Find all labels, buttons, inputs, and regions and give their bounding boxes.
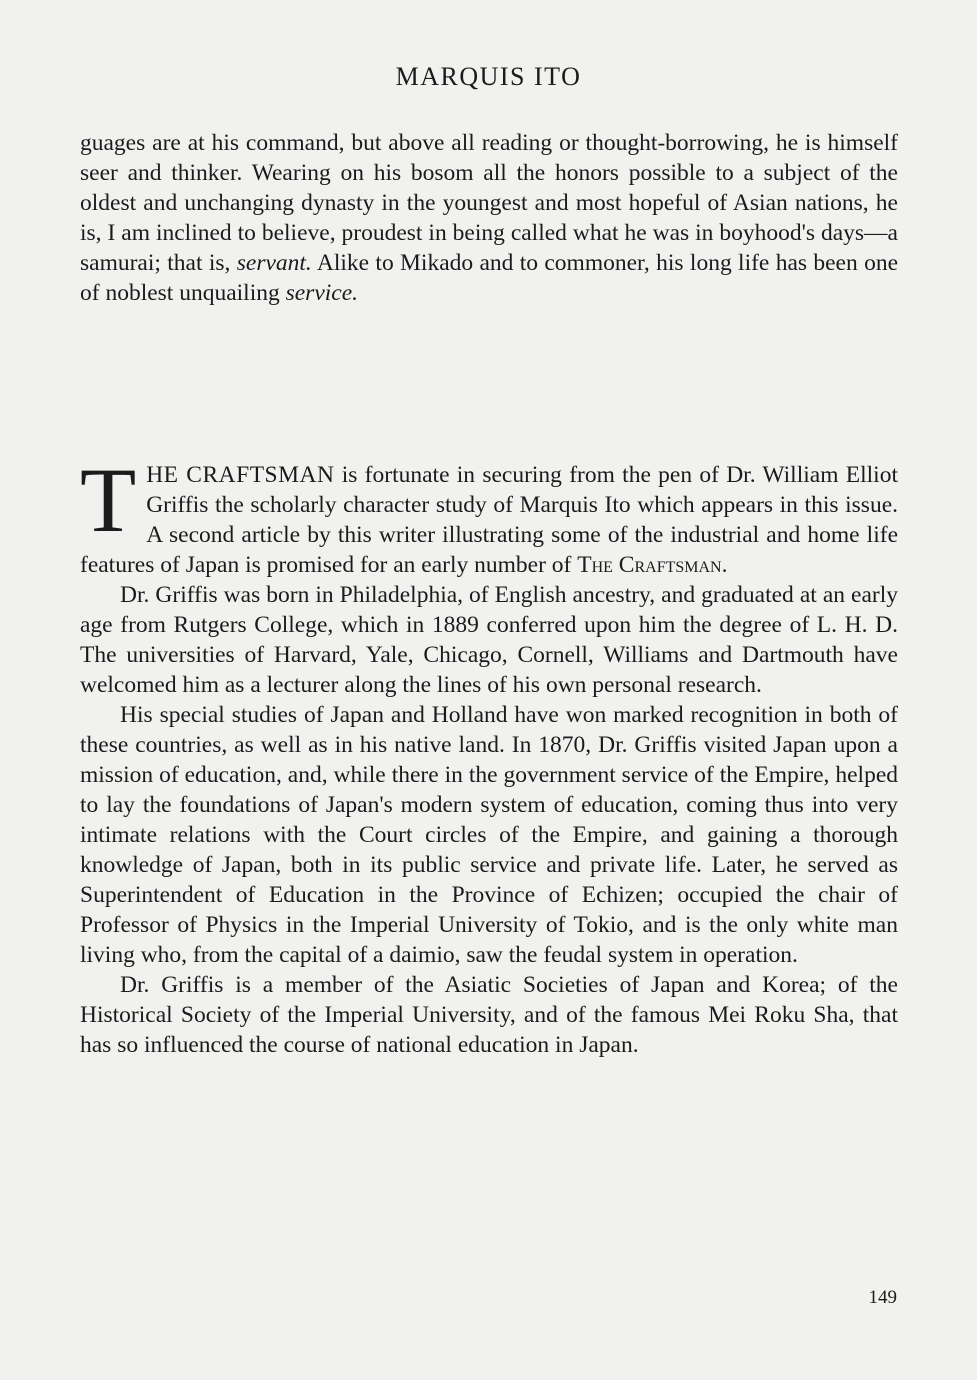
note-paragraph-4: Dr. Griffis is a member of the Asiatic Societies of Japan and Korea; of the Historical Society of the Imperial University, and of the famous Mei Roku Sha, that has so influenced the course of national education in Japan. <box>80 972 898 1058</box>
editorial-note <box>80 449 898 1060</box>
running-head: MARQUIS ITO <box>395 62 582 91</box>
article-continuation <box>80 128 898 308</box>
page-number: 149 <box>868 1287 897 1308</box>
lead-caps: HE CRAFTSMAN <box>146 462 335 488</box>
magazine-name: The Craftsman <box>577 552 722 578</box>
note-paragraph-3: His special studies of Japan and Holland have won marked recognition in both of these countries, as well as in his native land. In 1870, Dr. Griffis visited Japan upon a mission of education, and, while there in the government service of the Empire, helped to lay the foundations of Japan's modern system of education, coming thus into very intimate relations with the Court circles of the Empire, and gaining a thorough knowledge of Japan, both in its public service and private life. Later, he served as Superintendent of Education in the Province of Echizen; occupied the chair of Professor of Physics in the Imperial University of Tokio, and is the only white man living who, from the capital of a daimio, saw the feudal system in operation. <box>80 702 898 968</box>
italic-service: service. <box>285 280 359 306</box>
note-paragraph-1 <box>80 449 898 580</box>
note-paragraph-2: Dr. Griffis was born in Philadelphia, of English ancestry, and graduated at an early age from Rutgers College, which in 1889 conferred upon him the degree of L. H. D. The universities of Harvard, Yale, Chicago, Cornell, Williams and Dartmouth have welcomed him as a lecturer along the lines of his own personal research. <box>80 582 898 698</box>
note-paragraph-1-text: is fortunate in securing from the pen of Dr. William Elliot Griffis the scholarly character study of Marquis Ito which appears in this issue. A second article by this writer illustrating some of the industrial and home life features of Japan is promised for an early number of <box>80 462 898 578</box>
continued-text-2: Alike to Mikado and to commoner, his long life has been one of noblest unquailing <box>80 250 898 306</box>
continued-paragraph <box>80 128 898 308</box>
drop-cap: T <box>80 449 137 551</box>
italic-servant: servant. <box>236 250 312 276</box>
note-paragraph-1-end: . <box>721 552 728 578</box>
continued-text-1: guages are at his command, but above all reading or thought-borrowing, he is himself seer and thinker. Wearing on his bosom all the honors possible to a subject of the oldest and unchanging dynasty in the youngest and most hopeful of Asian nations, he is, I am inclined to believe, proudest in being called what he was in boyhood's days—a samurai; that is, <box>80 130 898 276</box>
